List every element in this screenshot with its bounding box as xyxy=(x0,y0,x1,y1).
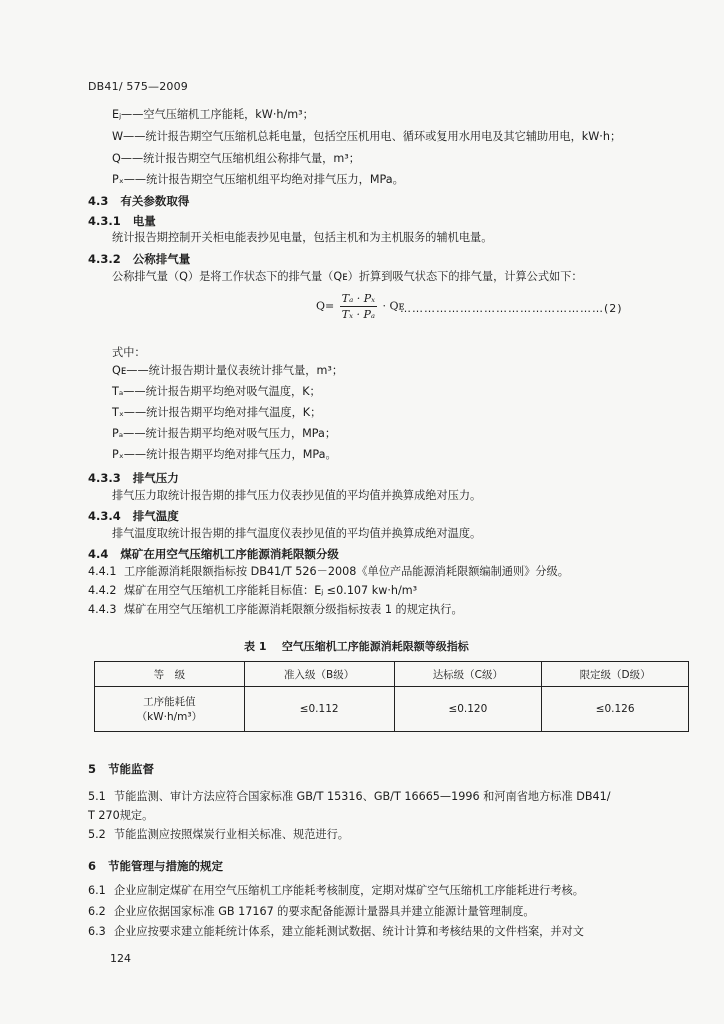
section-number: 4.3.2 xyxy=(88,252,121,266)
section-text: 节能监测、审计方法应符合国家标准 GB/T 15316、GB/T 16665—1996 和河南省地方标准 DB41/ xyxy=(114,790,611,803)
section-number: 5 xyxy=(88,762,97,776)
row-label-line2: （kW·h/m³） xyxy=(136,711,203,723)
section-4-4 xyxy=(88,546,339,562)
def-px2: Pₓ——统计报告期平均绝对排气压力，MPa。 xyxy=(112,448,337,461)
row-label-line1: 工序能耗值 xyxy=(143,696,196,708)
section-number: 4.4.1 xyxy=(88,565,117,578)
def-pa: Pₐ——统计报告期平均绝对吸气压力，MPa； xyxy=(112,427,337,440)
formula-denominator: Tₓ · Pₐ xyxy=(341,308,376,321)
section-6-1 xyxy=(88,884,584,898)
formula-lhs: Q= xyxy=(316,299,335,313)
section-number: 4.4.3 xyxy=(88,603,117,616)
def-ej: Eⱼ——空气压缩机工序能耗，kW·h/m³； xyxy=(112,108,314,121)
formula-number: ……………………………………………(2) xyxy=(400,302,623,315)
row-label xyxy=(95,687,245,732)
section-5-1-cont: T 270规定。 xyxy=(88,809,154,822)
section-number: 4.3.3 xyxy=(88,471,121,485)
section-4-3-2-text: 公称排气量（Q）是将工作状态下的排气量（Qᴇ）折算到吸气状态下的排气量，计算公式如下： xyxy=(112,270,583,283)
page-number: 124 xyxy=(110,952,131,965)
section-4-3-4 xyxy=(88,508,179,524)
def-tx: Tₓ——统计报告期平均绝对排气温度，K； xyxy=(112,406,322,419)
section-4-3-4-text: 排气温度取统计报告期的排气温度仪表抄见值的平均值并换算成绝对温度。 xyxy=(112,527,482,540)
section-title: 节能监督 xyxy=(108,762,154,776)
def-w: W——统计报告期空气压缩机总耗电量，包括空压机用电、循环或复用水用电及其它辅助用电，kW·h； xyxy=(112,130,622,143)
table-row xyxy=(95,687,689,732)
section-title: 有关参数取得 xyxy=(120,194,190,208)
section-4-3-1-text: 统计报告期控制开关柜电能表抄见电量，包括主机和为主机服务的辅机电量。 xyxy=(112,231,493,244)
def-px: Pₓ——统计报告期空气压缩机组平均绝对排气压力，MPa。 xyxy=(112,173,404,186)
formula-tail: · Qᴇ xyxy=(382,299,405,313)
energy-grade-table xyxy=(94,661,689,732)
header-d: 限定级（D级） xyxy=(542,662,689,687)
value-b: ≤0.112 xyxy=(244,687,394,732)
section-number: 6.1 xyxy=(88,884,106,897)
section-number: 4.4 xyxy=(88,547,109,561)
section-6 xyxy=(88,858,223,874)
section-number: 5.1 xyxy=(88,790,106,803)
table-caption xyxy=(244,638,469,654)
section-4-3 xyxy=(88,193,189,209)
section-6-2 xyxy=(88,905,535,919)
section-title: 电量 xyxy=(132,214,156,228)
section-6-3 xyxy=(88,925,584,939)
section-number: 6.3 xyxy=(88,925,106,938)
section-4-3-1 xyxy=(88,213,156,229)
section-4-4-3 xyxy=(88,603,463,617)
def-ta: Tₐ——统计报告期平均绝对吸气温度，K； xyxy=(112,385,321,398)
section-text: 工序能源消耗限额指标按 DB41/T 526－2008《单位产品能源消耗限额编制通则》分级。 xyxy=(124,565,569,578)
section-number: 5.2 xyxy=(88,828,106,841)
def-q: Q——统计报告期空气压缩机组公称排气量，m³； xyxy=(112,152,360,165)
section-5-2 xyxy=(88,828,349,842)
where-label: 式中： xyxy=(112,346,146,359)
table-number: 表 1 xyxy=(244,640,267,653)
section-title: 排气温度 xyxy=(132,509,179,523)
section-text: 企业应制定煤矿在用空气压缩机工序能耗考核制度，定期对煤矿空气压缩机工序能耗进行考核。 xyxy=(114,884,584,897)
value-c: ≤0.120 xyxy=(394,687,542,732)
section-4-3-2 xyxy=(88,251,190,267)
section-number: 6.2 xyxy=(88,905,106,918)
table-title: 空气压缩机工序能源消耗限额等级指标 xyxy=(281,640,469,653)
section-title: 煤矿在用空气压缩机工序能源消耗限额分级 xyxy=(120,547,339,561)
section-number: 4.4.2 xyxy=(88,584,117,597)
section-4-3-3 xyxy=(88,470,179,486)
section-4-4-1 xyxy=(88,565,569,579)
table-header-row xyxy=(95,662,689,687)
section-4-3-3-text: 排气压力取统计报告期的排气压力仪表抄见值的平均值并换算成绝对压力。 xyxy=(112,489,482,502)
section-text: 节能监测应按照煤炭行业相关标准、规范进行。 xyxy=(114,828,349,841)
formula-2 xyxy=(316,292,405,321)
section-5-1 xyxy=(88,790,611,804)
section-title: 节能管理与措施的规定 xyxy=(108,859,223,873)
section-title: 公称排气量 xyxy=(132,252,191,266)
section-number: 6 xyxy=(88,859,97,873)
def-qe: Qᴇ——统计报告期计量仪表统计排气量，m³； xyxy=(112,364,344,377)
formula-fraction xyxy=(340,292,377,321)
header-c: 达标级（C级） xyxy=(394,662,542,687)
value-d: ≤0.126 xyxy=(542,687,689,732)
header-grade: 等 级 xyxy=(95,662,245,687)
section-5 xyxy=(88,761,154,777)
section-number: 4.3 xyxy=(88,194,109,208)
section-text: 煤矿在用空气压缩机工序能源消耗限额分级指标按表 1 的规定执行。 xyxy=(124,603,463,616)
document-code: DB41/ 575—2009 xyxy=(88,80,189,93)
section-number: 4.3.1 xyxy=(88,214,121,228)
section-text: 企业应依据国家标准 GB 17167 的要求配备能源计量器具并建立能源计量管理制度。 xyxy=(114,905,535,918)
section-text: 企业应按要求建立能耗统计体系，建立能耗测试数据、统计计算和考核结果的文件档案，并对文 xyxy=(114,925,584,938)
header-b: 准入级（B级） xyxy=(244,662,394,687)
section-4-4-2 xyxy=(88,584,417,598)
section-title: 排气压力 xyxy=(132,471,179,485)
section-text: 煤矿在用空气压缩机工序能耗目标值：Eⱼ ≤0.107 kw·h/m³ xyxy=(124,584,418,597)
formula-numerator: Tₐ · Pₓ xyxy=(341,292,376,305)
section-number: 4.3.4 xyxy=(88,509,121,523)
